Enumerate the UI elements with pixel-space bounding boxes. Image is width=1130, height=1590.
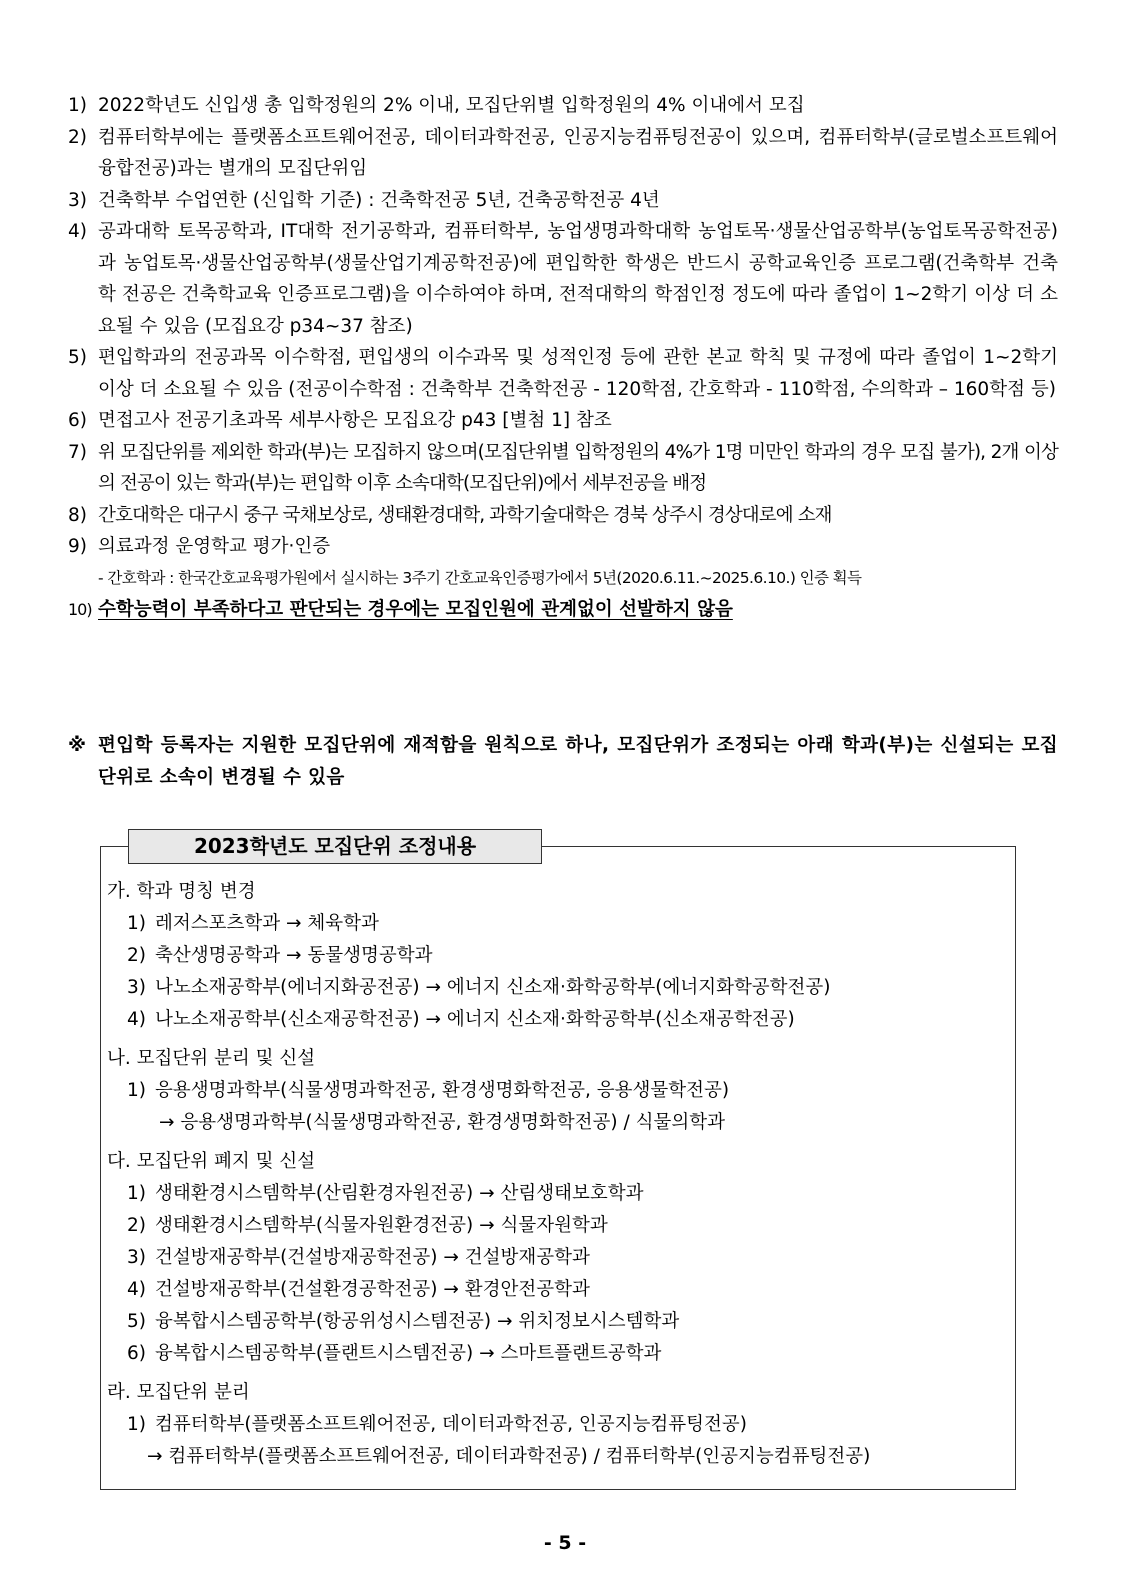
item-text: 응용생명과학부(식물생명과학전공, 환경생명화학전공, 응용생물학전공) xyxy=(155,1080,730,1101)
section-abolish-new xyxy=(107,1146,1007,1370)
item-continuation: → 응용생명과학부(식물생명과학전공, 환경생명화학전공) / 식물의학과 xyxy=(159,1112,725,1133)
item-number: 1) xyxy=(127,1414,146,1435)
section-split xyxy=(107,1377,1007,1473)
list-item xyxy=(107,1409,1007,1441)
item-text: 건설방재공학부(건설환경공학전공) → 환경안전공학과 xyxy=(155,1279,590,1300)
item-text: 융복합시스템공학부(항공위성시스템전공) → 위치정보시스템학과 xyxy=(155,1311,680,1332)
section-rename xyxy=(107,876,1007,1036)
notes-list xyxy=(68,90,1058,626)
remark-note xyxy=(68,730,1058,794)
note-text: 컴퓨터학부에는 플랫폼소프트웨어전공, 데이터과학전공, 인공지능컴퓨팅전공이 있으며, 컴퓨터학부(글로벌소프트웨어융합전공)과는 별개의 모집단위임 xyxy=(98,126,1058,179)
remark-text: 편입학 등록자는 지원한 모집단위에 재적함을 원칙으로 하나, 모집단위가 조정되는 아래 학과(부)는 신설되는 모집단위로 소속이 변경될 수 있음 xyxy=(98,735,1058,788)
item-number: 3) xyxy=(127,977,146,998)
item-text: 레저스포츠학과 → 체육학과 xyxy=(155,913,379,934)
item-number: 3) xyxy=(127,1247,146,1268)
item-text: 생태환경시스템학부(식물자원환경전공) → 식물자원학과 xyxy=(155,1215,608,1236)
note-number: 4) xyxy=(68,221,87,242)
section-heading: 나. 모집단위 분리 및 신설 xyxy=(107,1048,316,1069)
item-number: 1) xyxy=(127,1183,146,1204)
list-item xyxy=(107,908,1007,940)
item-text: 컴퓨터학부(플랫폼소프트웨어전공, 데이터과학전공, 인공지능컴퓨팅전공) xyxy=(155,1414,747,1435)
section-heading: 가. 학과 명칭 변경 xyxy=(107,881,256,902)
item-number: 1) xyxy=(127,1080,146,1101)
item-text: 축산생명공학과 → 동물생명공학과 xyxy=(155,945,433,966)
item-number: 1) xyxy=(127,913,146,934)
list-item xyxy=(107,1004,1007,1036)
section-heading: 라. 모집단위 분리 xyxy=(107,1382,250,1403)
note-item xyxy=(68,405,1058,437)
section-heading: 다. 모집단위 폐지 및 신설 xyxy=(107,1151,316,1172)
note-number: 9) xyxy=(68,536,87,557)
note-number: 7) xyxy=(68,441,87,463)
note-item xyxy=(68,437,1058,500)
note-text-block xyxy=(98,531,1058,594)
list-item xyxy=(107,972,1007,1004)
note-item xyxy=(68,185,1058,217)
item-continuation: → 컴퓨터학부(플랫폼소프트웨어전공, 데이터과학전공) / 컴퓨터학부(인공지능컴퓨팅전공) xyxy=(147,1446,871,1467)
item-text: 생태환경시스템학부(산림환경자원전공) → 산림생태보호학과 xyxy=(155,1183,644,1204)
list-item xyxy=(107,1210,1007,1242)
list-item xyxy=(107,1274,1007,1306)
note-number: 3) xyxy=(68,189,87,211)
item-number: 4) xyxy=(127,1279,146,1300)
item-text: 융복합시스템공학부(플랜트시스템전공) → 스마트플랜트공학과 xyxy=(155,1343,662,1364)
note-text: 공과대학 토목공학과, IT대학 전기공학과, 컴퓨터학부, 농업생명과학대학 농업토목·생물산업공학부(농업토목공학전공)과 농업토목·생물산업공학부(생물산업기계공학전공)에 편입학한 학생은 반드시 공학교육인증 프로그램(건축학부 건축학 전공은 건축학교육 인증프로그램)을 이수하여야 하며, 전적대학의 학점인정 정도에 따라 졸업이 1~2학기 이상 더 소요될 수 있음 (모집요강 p34~37 참조) xyxy=(98,221,1058,337)
note-item xyxy=(68,342,1058,405)
list-item xyxy=(107,1306,1007,1338)
note-item xyxy=(68,122,1058,185)
note-item xyxy=(68,90,1058,122)
list-item xyxy=(107,1178,1007,1210)
reference-mark-icon: ※ xyxy=(68,735,86,756)
list-item xyxy=(107,1075,1007,1107)
item-number: 4) xyxy=(127,1009,146,1030)
adjustment-box-title: 2023학년도 모집단위 조정내용 xyxy=(128,829,542,864)
note-text: 의료과정 운영학교 평가·인증 xyxy=(98,536,331,557)
item-number: 2) xyxy=(127,945,146,966)
adjustment-sections xyxy=(107,876,1007,1480)
item-text: 나노소재공학부(신소재공학전공) → 에너지 신소재·화학공학부(신소재공학전공) xyxy=(155,1009,795,1030)
note-text: 건축학부 수업연한 (신입학 기준) : 건축학전공 5년, 건축공학전공 4년 xyxy=(98,189,660,211)
note-text-emphasis: 수학능력이 부족하다고 판단되는 경우에는 모집인원에 관계없이 선발하지 않음 xyxy=(98,599,733,620)
note-item xyxy=(68,500,1058,532)
note-number: 5) xyxy=(68,347,87,368)
list-item xyxy=(107,1242,1007,1274)
item-text: 건설방재공학부(건설방재공학전공) → 건설방재공학과 xyxy=(155,1247,590,1268)
note-text: 2022학년도 신입생 총 입학정원의 2% 이내, 모집단위별 입학정원의 4% 이내에서 모집 xyxy=(98,95,805,116)
note-number: 10) xyxy=(68,600,92,619)
note-item xyxy=(68,531,1058,594)
item-text: 나노소재공학부(에너지화공전공) → 에너지 신소재·화학공학부(에너지화학공학전공) xyxy=(155,977,831,998)
note-text: 간호대학은 대구시 중구 국채보상로, 생태환경대학, 과학기술대학은 경북 상주시 경상대로에 소재 xyxy=(98,504,832,526)
note-text: 면접고사 전공기초과목 세부사항은 모집요강 p43 [별첨 1] 참조 xyxy=(98,410,612,431)
note-number: 1) xyxy=(68,95,87,116)
note-number: 8) xyxy=(68,504,87,526)
note-subtext: - 간호학과 : 한국간호교육평가원에서 실시하는 3주기 간호교육인증평가에서 5년(2020.6.11.~2025.6.10.) 인증 획득 xyxy=(98,568,862,587)
page-number: - 5 - xyxy=(543,1532,587,1554)
note-number: 6) xyxy=(68,410,87,431)
note-item xyxy=(68,216,1058,342)
item-number: 5) xyxy=(127,1311,146,1332)
section-split-new xyxy=(107,1043,1007,1139)
note-text: 편입학과의 전공과목 이수학점, 편입생의 이수과목 및 성적인정 등에 관한 본교 학칙 및 규정에 따라 졸업이 1~2학기 이상 더 소요될 수 있음 (전공이수학점 : 건축학부 건축학전공 - 120학점, 간호학과 - 110학점, 수의학과 – 160학점 등) xyxy=(98,347,1058,400)
note-number: 2) xyxy=(68,126,87,148)
item-number: 6) xyxy=(127,1343,146,1364)
list-item xyxy=(107,1338,1007,1370)
item-number: 2) xyxy=(127,1215,146,1236)
list-item xyxy=(107,940,1007,972)
note-text: 위 모집단위를 제외한 학과(부)는 모집하지 않으며(모집단위별 입학정원의 4%가 1명 미만인 학과의 경우 모집 불가), 2개 이상의 전공이 있는 학과(부)는 편입학 이후 소속대학(모집단위)에서 세부전공을 배정 xyxy=(98,441,1058,494)
note-item-emphasis xyxy=(68,594,1058,626)
